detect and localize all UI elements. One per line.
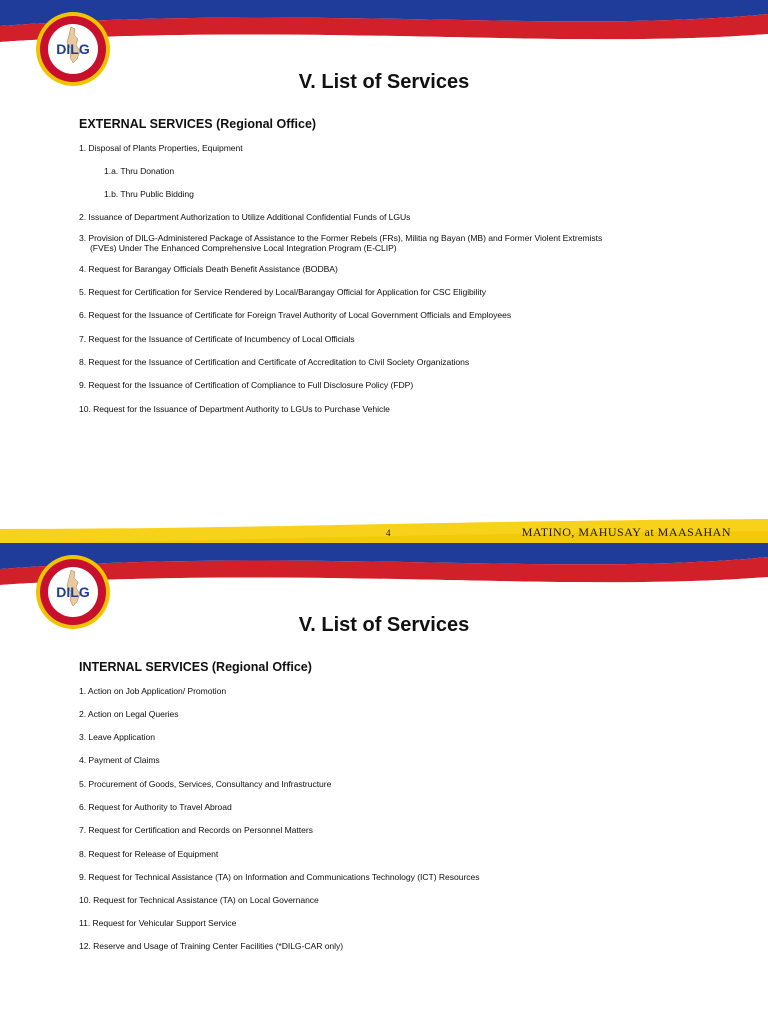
service-item: 12. Reserve and Usage of Training Center Facilities (*DILG-CAR only) xyxy=(79,941,344,951)
service-item: 7. Request for the Issuance of Certificate of Incumbency of Local Officials xyxy=(79,334,355,344)
service-item: 8. Request for Release of Equipment xyxy=(79,849,219,859)
service-item: 6. Request for the Issuance of Certificate for Foreign Travel Authority of Local Government Officials and Employees xyxy=(79,310,512,320)
service-item: 2. Action on Legal Queries xyxy=(79,709,179,719)
service-subitem: 1.b. Thru Public Bidding xyxy=(104,189,194,199)
service-item: 5. Request for Certification for Service Rendered by Local/Barangay Official for Application for CSC Eligibility xyxy=(79,287,486,297)
page-title: V. List of Services xyxy=(298,614,470,636)
service-item: 11. Request for Vehicular Support Service xyxy=(79,918,237,928)
service-item: 4. Payment of Claims xyxy=(79,755,160,765)
page-title: V. List of Services xyxy=(298,71,470,93)
service-item: 9. Request for Technical Assistance (TA) on Information and Communications Technology (ICT) Resources xyxy=(79,872,480,882)
footer-motto: MATINO, MAHUSAY at MAASAHAN xyxy=(521,525,731,539)
service-item: 9. Request for the Issuance of Certification of Compliance to Full Disclosure Policy (FDP) xyxy=(79,380,414,390)
document-page-2 xyxy=(0,543,768,1024)
document-page-1 xyxy=(0,0,768,510)
service-item: 8. Request for the Issuance of Certification and Certificate of Accreditation to Civil Society Organizations xyxy=(79,357,470,367)
service-item: 1. Disposal of Plants Properties, Equipment xyxy=(79,143,243,153)
logo-text: DILG xyxy=(56,41,90,57)
service-item: 4. Request for Barangay Officials Death Benefit Assistance (BODBA) xyxy=(79,264,338,274)
page-number: 4 xyxy=(386,528,391,538)
service-item: 10. Request for Technical Assistance (TA) on Local Governance xyxy=(79,895,319,905)
service-item-continuation: (FVEs) Under The Enhanced Comprehensive Local Integration Program (E-CLIP) xyxy=(90,243,397,253)
section-heading-external: EXTERNAL SERVICES (Regional Office) xyxy=(79,117,317,131)
service-item: 6. Request for Authority to Travel Abroad xyxy=(79,802,232,812)
header-banner xyxy=(0,0,768,60)
service-item: 7. Request for Certification and Records on Personnel Matters xyxy=(79,825,313,835)
service-item: 10. Request for the Issuance of Department Authority to LGUs to Purchase Vehicle xyxy=(79,404,390,414)
service-item: 5. Procurement of Goods, Services, Consultancy and Infrastructure xyxy=(79,779,332,789)
service-item: 1. Action on Job Application/ Promotion xyxy=(79,686,227,696)
service-item: 3. Provision of DILG-Administered Package of Assistance to the Former Rebels (FRs), Militia ng Bayan (MB) and Former Violent Extremists xyxy=(79,233,603,243)
section-heading-internal: INTERNAL SERVICES (Regional Office) xyxy=(79,660,312,674)
header-banner xyxy=(0,543,768,603)
service-item: 3. Leave Application xyxy=(79,732,155,742)
service-subitem: 1.a. Thru Donation xyxy=(104,166,175,176)
logo-text: DILG xyxy=(56,584,90,600)
service-item: 2. Issuance of Department Authorization to Utilize Additional Confidential Funds of LGUs xyxy=(79,212,411,222)
